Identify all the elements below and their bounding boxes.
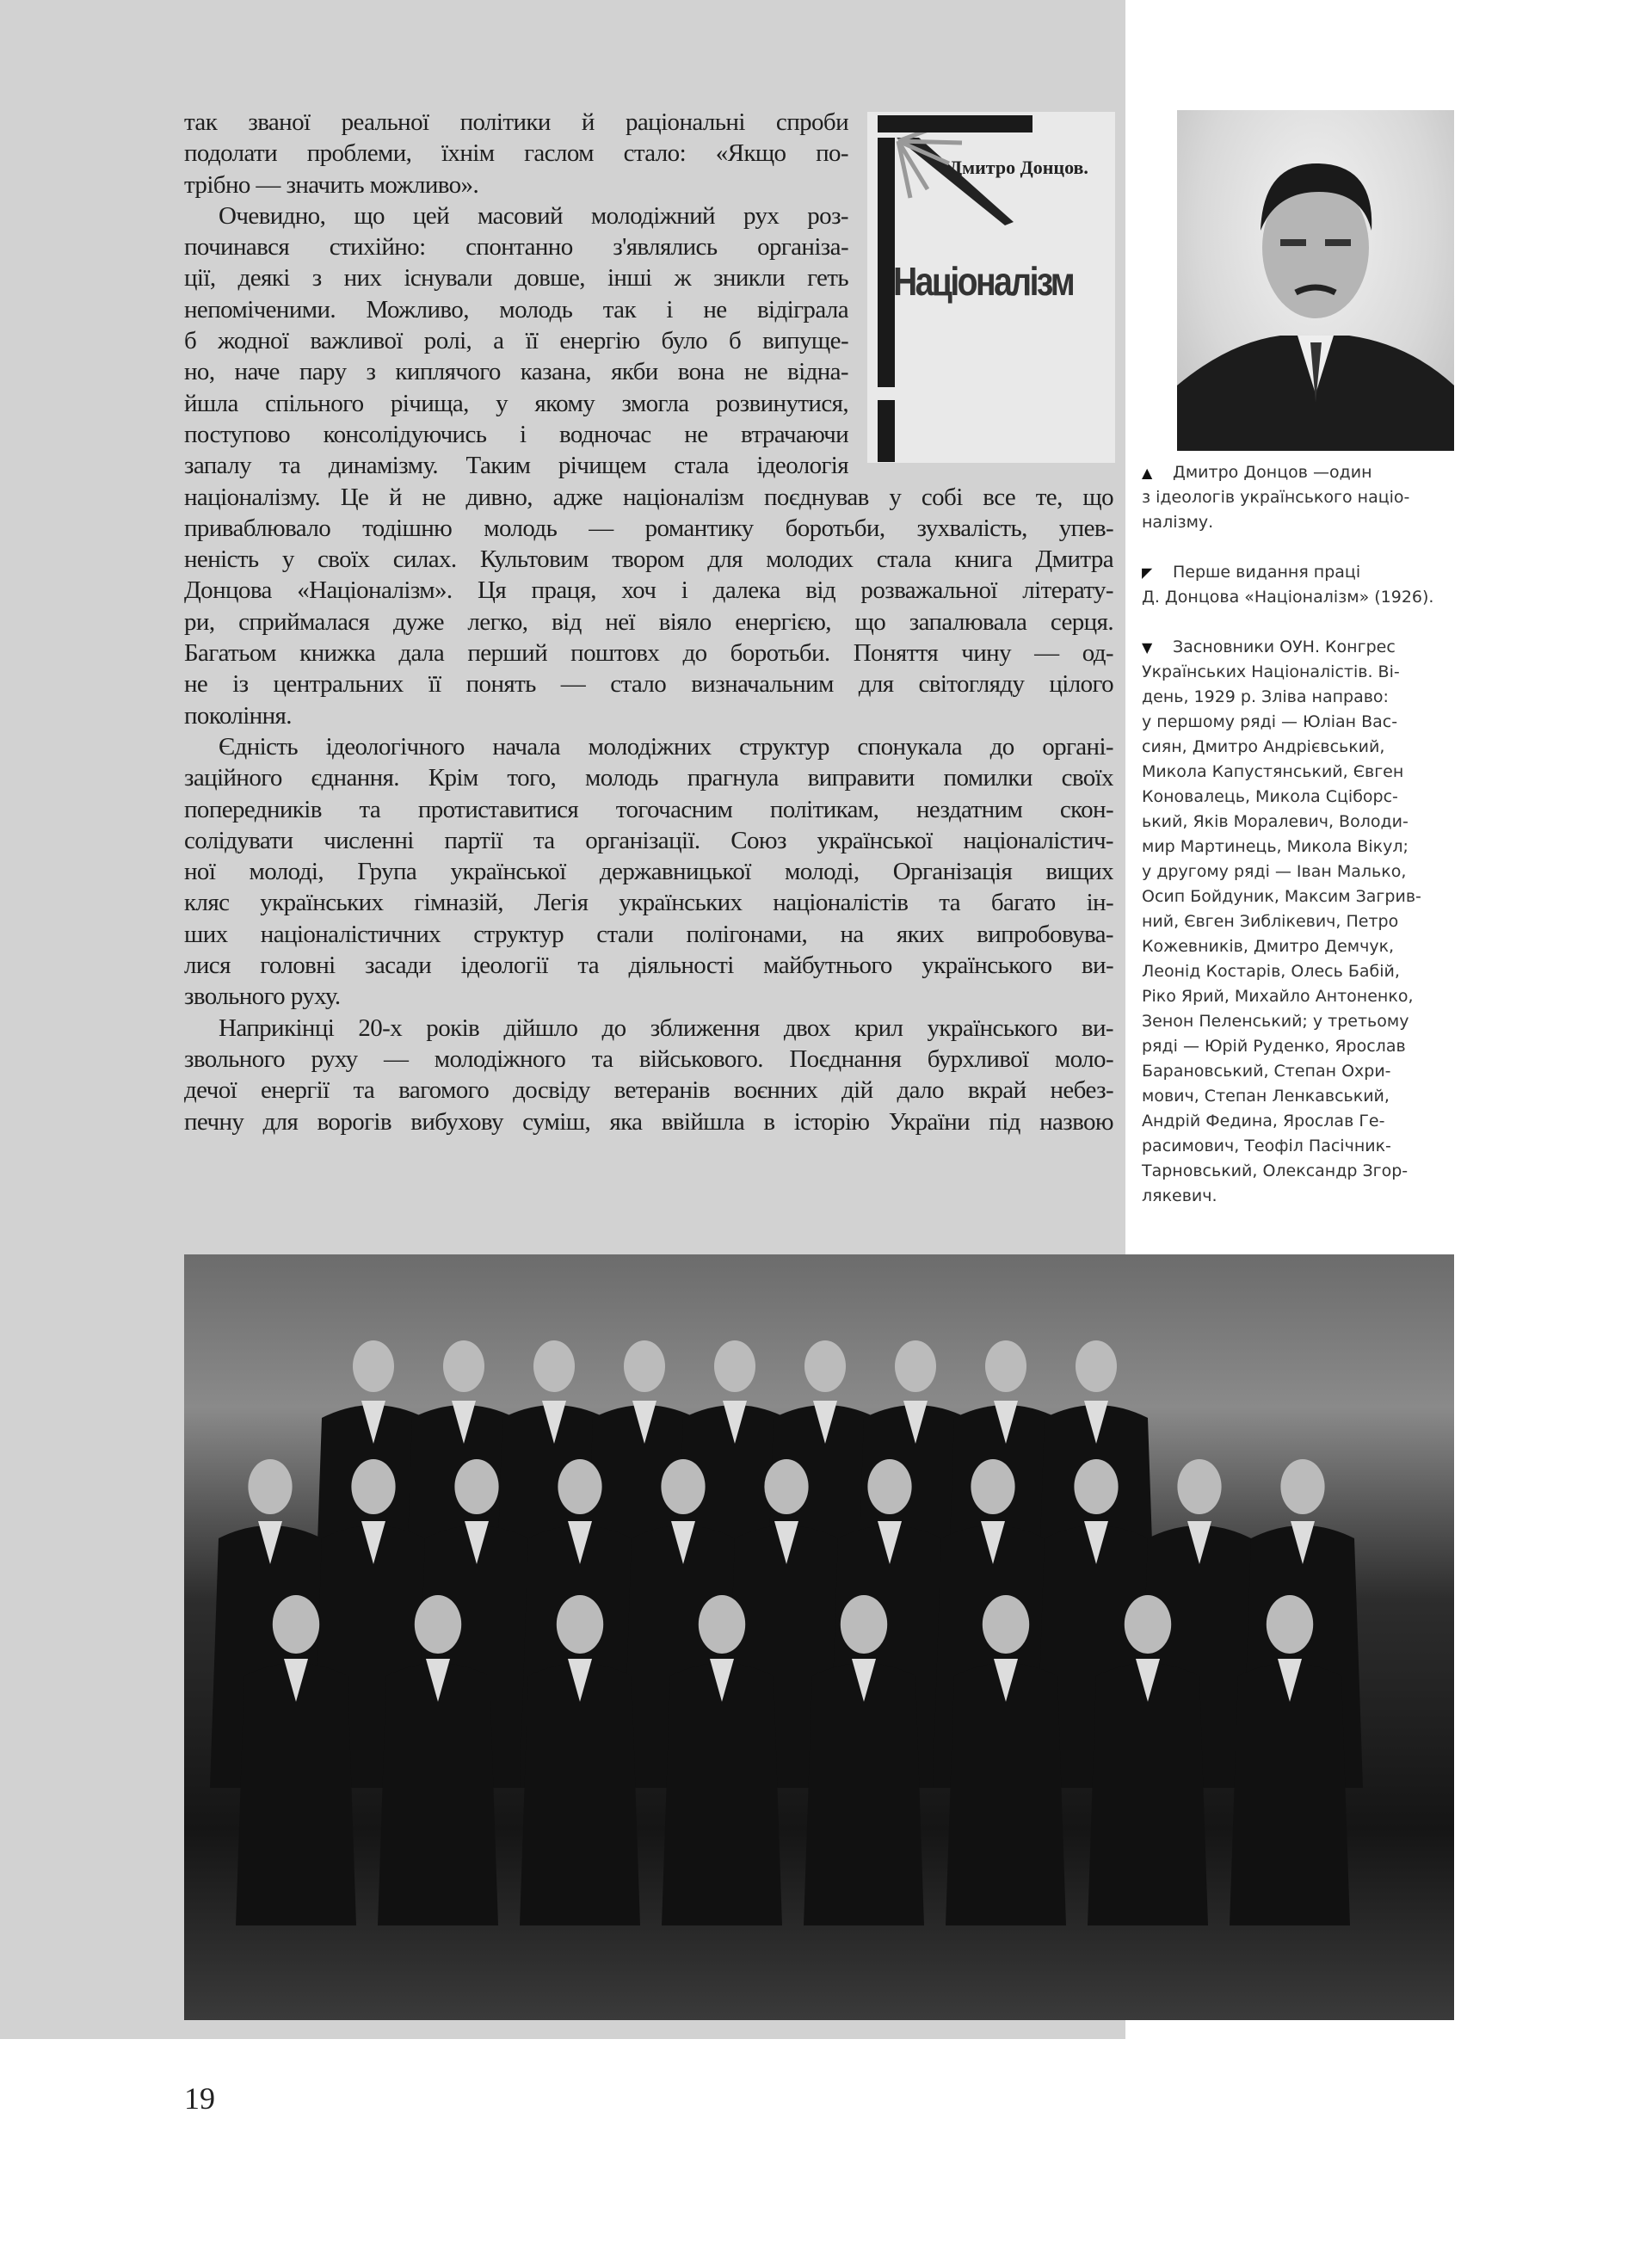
cover-bar bbox=[878, 400, 895, 462]
person-head bbox=[804, 1340, 846, 1392]
body-line: націоналізму. Це й не дивно, адже націоналізм поєднував у собі все те, що bbox=[184, 483, 1113, 511]
caption bbox=[1142, 460, 1469, 535]
body-line: непоміченими. Можливо, молодь так і не відіграла bbox=[184, 295, 848, 323]
caption-line: у другому ряді — Іван Малько, bbox=[1142, 862, 1407, 881]
person-head bbox=[699, 1595, 745, 1654]
person-head bbox=[714, 1340, 755, 1392]
caption-line: Зенон Пеленський; у третьому bbox=[1142, 1012, 1409, 1031]
body-line: Донцова «Націоналізм». Ця праця, хоч і далека від розважальної літерату- bbox=[184, 576, 1113, 605]
person-head bbox=[764, 1459, 808, 1514]
body-line: звольного руху — молодіжного та військового. Поєднання бурхливої моло- bbox=[184, 1044, 1113, 1073]
body-line: ших націоналістичних структур стали полігонами, на яких випробовува- bbox=[184, 920, 1113, 948]
caption-text: Засновники ОУН. Конгрес bbox=[1173, 638, 1396, 656]
person-head bbox=[353, 1340, 394, 1392]
person-head bbox=[1074, 1459, 1118, 1514]
caption-pointer-icon: ▲ bbox=[1142, 465, 1153, 481]
person-body bbox=[1088, 1663, 1208, 1925]
caption-line: расимович, Теофіл Пасічник- bbox=[1142, 1137, 1391, 1155]
caption-line: налізму. bbox=[1142, 513, 1214, 532]
caption-line: сиян, Дмитро Андрієвський, bbox=[1142, 737, 1385, 756]
person-head bbox=[1125, 1595, 1171, 1654]
person-body bbox=[1230, 1663, 1350, 1925]
caption-line: Осип Бойдуник, Максим Загрив- bbox=[1142, 887, 1421, 906]
person-head bbox=[983, 1595, 1029, 1654]
book-cover-image bbox=[867, 112, 1115, 463]
body-line: б жодної важливої ролі, а її енергію було б випуще- bbox=[184, 327, 848, 355]
caption-line: Барановський, Степан Охри- bbox=[1142, 1062, 1391, 1081]
person-head bbox=[558, 1459, 601, 1514]
body-line: Багатьом книжка дала перший поштовх до боротьби. Поняття чину — од- bbox=[184, 639, 1113, 668]
person-head bbox=[985, 1340, 1026, 1392]
caption-line: Кожевників, Дмитро Демчук, bbox=[1142, 937, 1395, 956]
caption-line: Андрій Федина, Ярослав Ге- bbox=[1142, 1112, 1385, 1131]
person-body bbox=[520, 1663, 640, 1925]
portrait-figure bbox=[1177, 110, 1454, 451]
body-line: звольного руху. bbox=[184, 983, 341, 1011]
caption-line: ний, Євген Зиблікевич, Петро bbox=[1142, 912, 1399, 931]
body-line: Очевидно, що цей масовий молодіжний рух роз- bbox=[219, 201, 848, 230]
person-head bbox=[248, 1459, 292, 1514]
body-line: так званої реальної політики й раціональні спроби bbox=[184, 108, 848, 136]
person-head bbox=[1177, 1459, 1221, 1514]
body-line: лися головні засади ідеології та діяльності майбутнього українського ви- bbox=[184, 952, 1113, 980]
caption-line: Тарновський, Олександр Згор- bbox=[1142, 1161, 1409, 1180]
cover-bar bbox=[878, 115, 1032, 132]
body-line: но, наче пару з киплячого казана, якби вона не відна- bbox=[184, 358, 848, 386]
person-head bbox=[533, 1340, 575, 1392]
body-line: неність у своїх силах. Культовим твором для молодих стала книга Дмитра bbox=[184, 545, 1113, 574]
body-line: поступово консолідуючись і водночас не втрачаючи bbox=[184, 420, 848, 448]
body-line: не із центральних її понять — стало визначальним для світогляду цілого bbox=[184, 670, 1113, 699]
caption-line: ький, Яків Моралевич, Володи- bbox=[1142, 812, 1409, 831]
body-line: дечої енергії та вагомого досвіду ветеранів воєнних дій дало вкрай небез- bbox=[184, 1076, 1113, 1105]
person-head bbox=[454, 1459, 498, 1514]
caption-line: ряді — Юрій Руденко, Ярослав bbox=[1142, 1037, 1406, 1056]
group-photo-figures bbox=[184, 1254, 1454, 2020]
person-head bbox=[661, 1459, 705, 1514]
caption-line: Ріко Ярий, Михайло Антоненко, bbox=[1142, 987, 1414, 1006]
body-line: попередників та протиставитися тогочасним політикам, нездатним скон- bbox=[184, 795, 1113, 823]
person-head bbox=[624, 1340, 665, 1392]
person-head bbox=[895, 1340, 936, 1392]
caption-line: Коновалець, Микола Сціборс- bbox=[1142, 787, 1398, 806]
body-line: ної молоді, Група української державницької молоді, Організація вищих bbox=[184, 858, 1113, 886]
caption-line: Українських Націоналістів. Ві- bbox=[1142, 662, 1400, 681]
person-head bbox=[557, 1595, 603, 1654]
person-body bbox=[662, 1663, 782, 1925]
body-line: заційного єднання. Крім того, молодь прагнула виправити помилки своїх bbox=[184, 764, 1113, 792]
caption-pointer-icon: ◤ bbox=[1142, 564, 1153, 581]
caption-line: Леонід Костарів, Олесь Бабій, bbox=[1142, 962, 1400, 981]
caption-line bbox=[1142, 560, 1469, 585]
body-line: запалу та динамізму. Таким річищем стала ідеологія bbox=[184, 452, 848, 480]
person-head bbox=[443, 1340, 484, 1392]
caption-pointer-icon: ▼ bbox=[1142, 639, 1153, 656]
person-head bbox=[415, 1595, 461, 1654]
body-line: трібно — значить можливо». bbox=[184, 170, 479, 199]
body-line: Наприкінці 20-х років дійшло до зближення двох крил українського ви- bbox=[219, 1014, 1113, 1042]
body-line: печну для ворогів вибухову суміш, яка ввійшла в історію України під назвою bbox=[184, 1107, 1113, 1136]
body-line: приваблювало тодішню молодь — романтику боротьби, зухвалість, упев- bbox=[184, 514, 1113, 542]
person-head bbox=[351, 1459, 395, 1514]
group-photo-oun-founders bbox=[184, 1254, 1454, 2020]
person-head bbox=[1280, 1459, 1324, 1514]
body-line: ції, деякі з них існували довше, інші ж зникли геть bbox=[184, 264, 848, 293]
portrait-photo bbox=[1177, 110, 1454, 451]
person-head bbox=[971, 1459, 1014, 1514]
caption-line bbox=[1142, 635, 1469, 660]
caption-line: Микола Капустянський, Євген bbox=[1142, 762, 1404, 781]
person-body bbox=[804, 1663, 924, 1925]
caption-line: лякевич. bbox=[1142, 1186, 1217, 1205]
body-line: кляс українських гімназій, Легія українських націоналістів та багато ін- bbox=[184, 889, 1113, 917]
person-body bbox=[946, 1663, 1066, 1925]
person-body bbox=[236, 1663, 356, 1925]
caption-line: мович, Степан Ленкавський, bbox=[1142, 1087, 1390, 1106]
person-head bbox=[1267, 1595, 1313, 1654]
body-line: подолати проблеми, їхнім гаслом стало: «Якщо по- bbox=[184, 139, 848, 168]
caption-line: у першому ряді — Юліан Вас- bbox=[1142, 712, 1398, 731]
caption-line: мир Мартинець, Микола Вікул; bbox=[1142, 837, 1409, 856]
person-head bbox=[273, 1595, 319, 1654]
captions-column bbox=[1142, 460, 1469, 1234]
body-line: починався стихійно: спонтанно з'являлись організа- bbox=[184, 233, 848, 262]
caption bbox=[1142, 560, 1469, 610]
body-line: Єдність ідеологічного начала молодіжних структур спонукала до органі- bbox=[219, 732, 1113, 761]
cover-title: Націоналізм bbox=[893, 259, 1074, 304]
person-head bbox=[867, 1459, 911, 1514]
caption-line bbox=[1142, 460, 1469, 485]
caption-line: день, 1929 р. Зліва направо: bbox=[1142, 687, 1389, 706]
cover-author: Дмитро Донцов. bbox=[949, 157, 1088, 178]
caption-line: Д. Донцова «Націоналізм» (1926). bbox=[1142, 588, 1434, 607]
page-number: 19 bbox=[184, 2081, 215, 2116]
caption-text: Перше видання праці bbox=[1173, 563, 1361, 582]
body-line: солідувати численні партії та організації. Союз української націоналістич- bbox=[184, 826, 1113, 854]
caption-text: Дмитро Донцов —один bbox=[1173, 463, 1372, 482]
caption-line: з ідеологів українського націо- bbox=[1142, 488, 1410, 507]
body-line: ри, сприймалася дуже легко, від неї віяло енергією, що запалювала серця. bbox=[184, 607, 1113, 636]
caption bbox=[1142, 635, 1469, 1209]
person-head bbox=[841, 1595, 887, 1654]
body-line: покоління. bbox=[184, 701, 292, 730]
cover-bar bbox=[878, 138, 895, 387]
person-body bbox=[378, 1663, 498, 1925]
body-line: йшла спільного річища, у якому змогла розвинутися, bbox=[184, 389, 848, 417]
person-head bbox=[1076, 1340, 1117, 1392]
